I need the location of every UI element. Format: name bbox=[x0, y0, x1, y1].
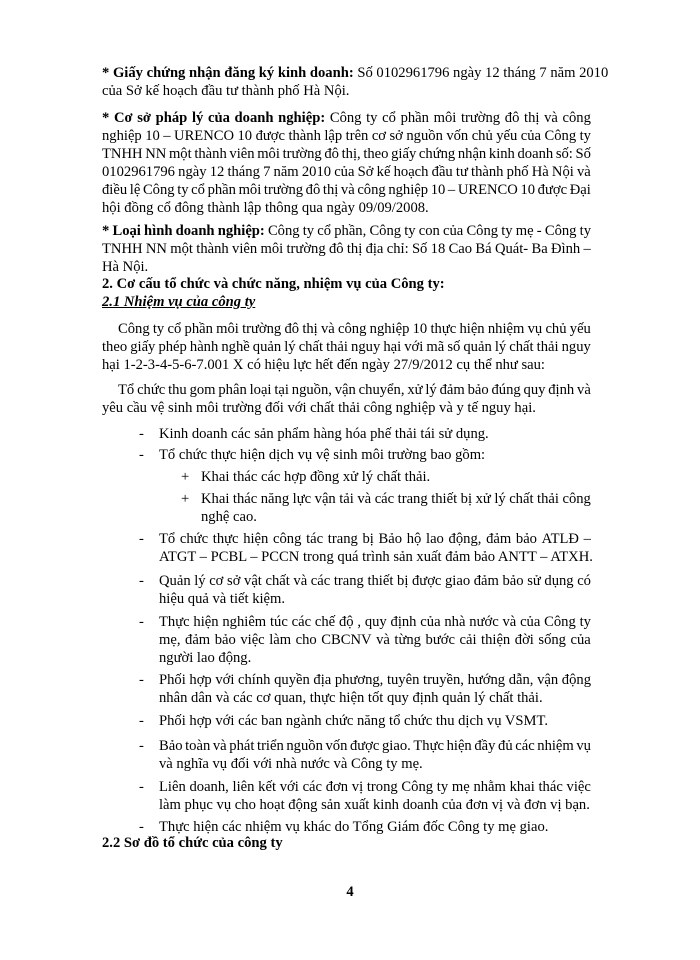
list-item-cont: người lao động. bbox=[159, 650, 252, 666]
intro-line-1: Công ty cổ phần môi trường đô thị và công nghiệp 10 thực hiện nhiệm vụ chủ yếu bbox=[118, 321, 591, 337]
intro-line-2: theo giấy phép hành nghề quản lý chất thải nguy hại với mã số quản lý chất thải nguy bbox=[102, 339, 591, 355]
intro-line-3: hại 1-2-3-4-5-6-7.001 X có hiệu lực hết đến ngày 27/9/2012 cụ thể như sau: bbox=[102, 357, 545, 373]
list-item-cont: nhân dân và các cơ quan, thực hiện tốt quy định quản lý chất thải. bbox=[159, 690, 543, 706]
legal-basis-line-6: hội đồng cổ đông thành lập thông qua ngày 09/09/2008. bbox=[102, 200, 429, 216]
list-item: Thực hiện các nhiệm vụ khác do Tổng Giám đốc Công ty mẹ giao. bbox=[159, 819, 549, 835]
sub-list-item: Khai thác năng lực vận tải và các trang thiết bị xử lý chất thải công bbox=[201, 491, 591, 507]
list-item: Phối hợp với chính quyền địa phương, tuyên truyền, hướng dẫn, vận động bbox=[159, 672, 591, 688]
business-registration-text: Số 0102961796 ngày 12 tháng 7 năm 2010 bbox=[357, 65, 609, 81]
section-heading-2-1: 2.1 Nhiệm vụ của công ty bbox=[102, 294, 256, 310]
list-item: Bảo toàn và phát triển nguồn vốn được giao. Thực hiện đầy đủ các nhiệm vụ bbox=[159, 738, 591, 754]
list-item: Phối hợp với các ban ngành chức năng tổ chức thu dịch vụ VSMT. bbox=[159, 713, 548, 729]
legal-basis-line-5: điều lệ Công ty cổ phần môi trường đô thị và công nghiệp 10 – URENCO 10 được Đại bbox=[102, 182, 591, 198]
list-item-cont: hiệu quả và tiết kiệm. bbox=[159, 591, 286, 607]
legal-basis-line-4: 0102961796 ngày 12 tháng 7 năm 2010 của Sở kế hoạch đầu tư thành phố Hà Nội và bbox=[102, 164, 591, 180]
list-item: Kinh doanh các sản phẩm hàng hóa phế thải tái sử dụng. bbox=[159, 426, 489, 442]
list-dash: - bbox=[139, 738, 144, 754]
business-registration-label: * Giấy chứng nhận đăng ký kinh doanh: bbox=[102, 65, 354, 81]
legal-basis-line-3: TNHH NN một thành viên môi trường đô thị, theo giấy chứng nhận kinh doanh số: Số bbox=[102, 146, 591, 162]
page-number: 4 bbox=[346, 884, 354, 900]
list-plus: + bbox=[181, 491, 190, 507]
list-item: Tổ chức thực hiện dịch vụ vệ sinh môi trường bao gồm: bbox=[159, 447, 486, 463]
list-item: Thực hiện nghiêm túc các chế độ , quy định của nhà nước và của Công ty bbox=[159, 614, 591, 630]
enterprise-type-line-3: Hà Nội. bbox=[102, 259, 149, 275]
list-dash: - bbox=[139, 573, 144, 589]
intro2-line-1: Tổ chức thu gom phân loại tại nguồn, vận chuyển, xử lý đảm bảo đúng quy định và bbox=[118, 382, 591, 398]
list-dash: - bbox=[139, 819, 144, 835]
sub-list-item-cont: nghệ cao. bbox=[201, 509, 257, 525]
list-item-cont: ATGT – PCBL – PCCN trong quá trình sản xuất đảm bảo ANTT – ATXH. bbox=[159, 549, 593, 565]
list-dash: - bbox=[139, 426, 144, 442]
list-item: Tổ chức thực hiện công tác trang bị Bảo hộ lao động, đảm bảo ATLĐ – bbox=[159, 531, 591, 547]
list-dash: - bbox=[139, 531, 144, 547]
list-dash: - bbox=[139, 447, 144, 463]
list-plus: + bbox=[181, 469, 190, 485]
list-dash: - bbox=[139, 713, 144, 729]
list-dash: - bbox=[139, 672, 144, 688]
intro2-line-2: yêu cầu vệ sinh môi trường đối với chất thải công nghiệp và y tế nguy hại. bbox=[102, 400, 536, 416]
business-registration-line bbox=[102, 64, 609, 82]
legal-basis-line-2: nghiệp 10 – URENCO 10 được thành lập trên cơ sở nguồn vốn chủ yếu của Công ty bbox=[102, 128, 591, 144]
list-item-cont: làm phục vụ cho hoạt động sản xuất kinh doanh của đơn vị và đơn vị bạn. bbox=[159, 797, 590, 813]
list-item: Liên doanh, liên kết với các đơn vị trong Công ty mẹ nhằm khai thác việc bbox=[159, 779, 591, 795]
legal-basis-line: * Cơ sở pháp lý của doanh nghiệp: Công ty cổ phần môi trường đô thị và công bbox=[102, 110, 591, 126]
list-item: Quản lý cơ sở vật chất và các trang thiết bị được giao đảm bảo sử dụng có bbox=[159, 573, 591, 589]
list-item-cont: và nghĩa vụ đối với nhà nước và Công ty mẹ. bbox=[159, 756, 423, 772]
list-item-cont: mẹ, đảm bảo việc làm cho CBCNV và từng bước cải thiện đời sống của bbox=[159, 632, 591, 648]
enterprise-type-line: * Loại hình doanh nghiệp: Công ty cổ phần, Công ty con của Công ty mẹ - Công ty bbox=[102, 223, 591, 239]
enterprise-type-line-2: TNHH NN một thành viên môi trường đô thị địa chỉ: Số 18 Cao Bá Quát- Ba Đình – bbox=[102, 241, 591, 257]
list-dash: - bbox=[139, 614, 144, 630]
section-heading-2: 2. Cơ cấu tổ chức và chức năng, nhiệm vụ của Công ty: bbox=[102, 276, 445, 292]
list-dash: - bbox=[139, 779, 144, 795]
business-registration-line-2: của Sở kế hoạch đầu tư thành phố Hà Nội. bbox=[102, 83, 350, 99]
sub-list-item: Khai thác các hợp đồng xử lý chất thải. bbox=[201, 469, 431, 485]
section-heading-2-2: 2.2 Sơ đồ tổ chức của công ty bbox=[102, 835, 283, 851]
